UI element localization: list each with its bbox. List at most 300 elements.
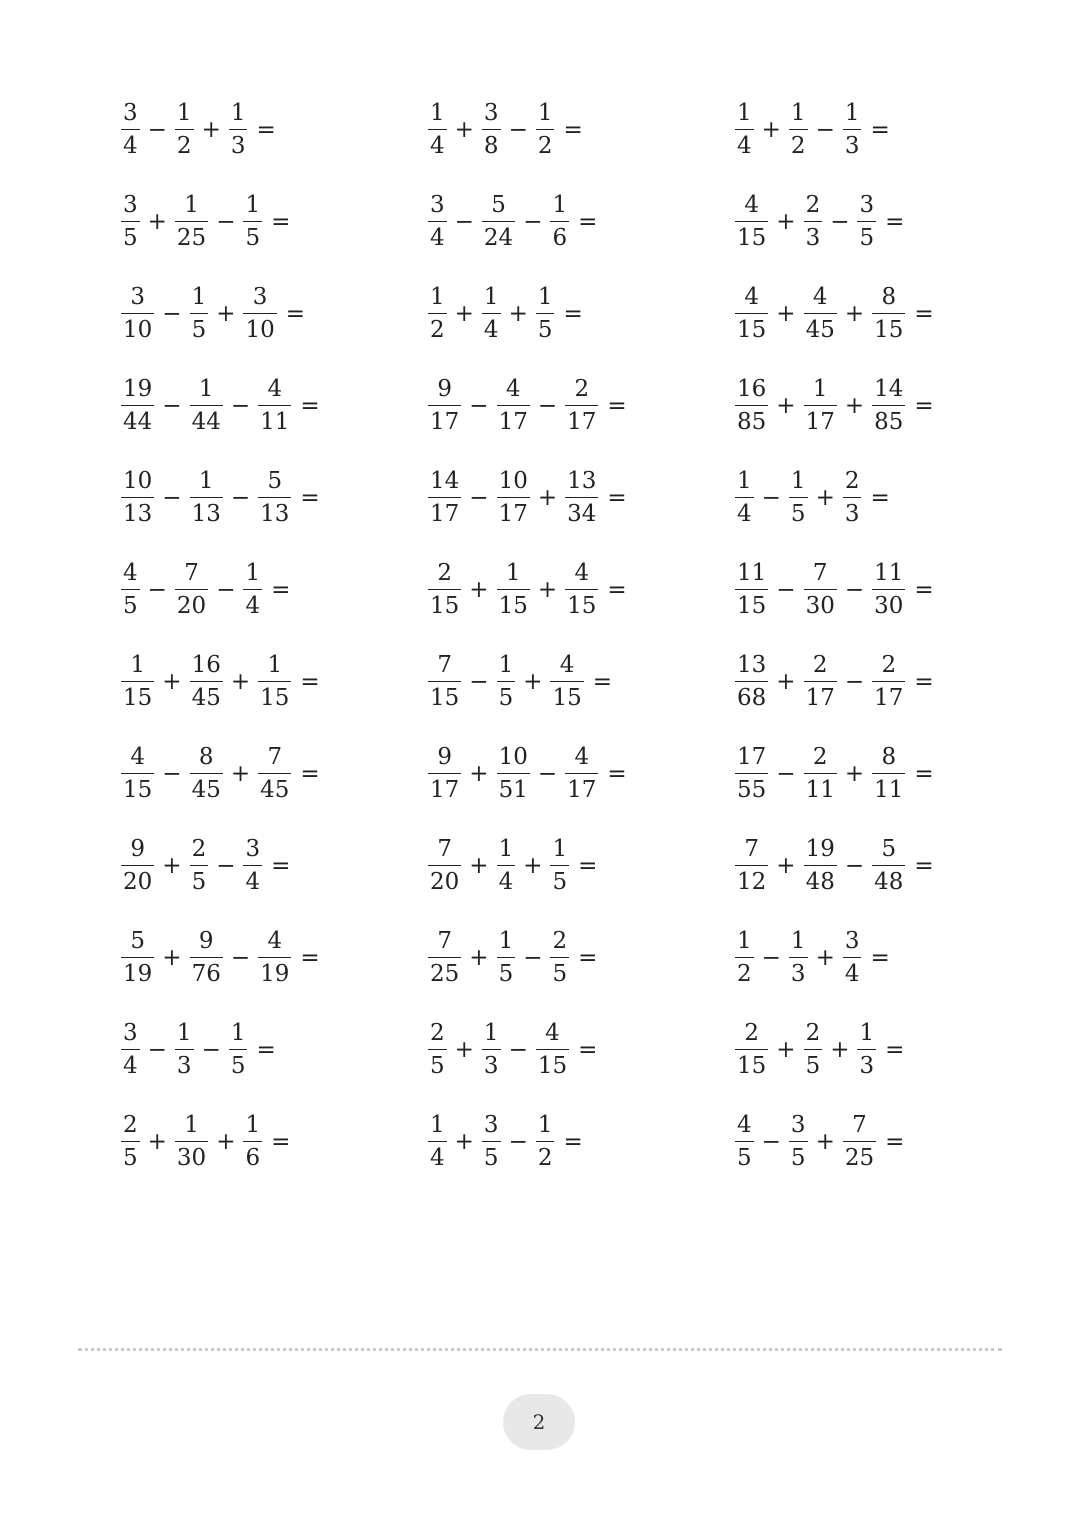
fraction <box>735 375 768 436</box>
denominator: 15 <box>874 317 904 344</box>
footer-divider <box>78 1348 1002 1351</box>
numerator: 2 <box>123 1111 138 1138</box>
denominator: 15 <box>498 593 528 620</box>
denominator: 45 <box>191 685 221 712</box>
fraction <box>121 1019 140 1080</box>
denominator: 20 <box>176 593 207 620</box>
fraction <box>789 1111 808 1172</box>
denominator: 13 <box>191 501 221 528</box>
denominator: 5 <box>191 869 207 896</box>
numerator: 5 <box>491 191 506 218</box>
denominator: 44 <box>123 409 153 436</box>
fraction <box>804 743 837 804</box>
minus-operator: − <box>162 393 182 419</box>
plus-operator: + <box>776 393 796 419</box>
plus-operator: + <box>844 393 865 419</box>
problem <box>120 280 427 348</box>
numerator: 7 <box>437 927 452 954</box>
fraction <box>550 191 569 252</box>
denominator: 17 <box>805 685 835 712</box>
problem <box>734 1108 1041 1176</box>
fraction <box>536 1019 569 1080</box>
denominator: 4 <box>498 869 514 896</box>
denominator: 5 <box>245 225 261 252</box>
denominator: 10 <box>245 317 275 344</box>
fraction <box>121 651 154 712</box>
denominator: 19 <box>260 961 290 988</box>
denominator: 68 <box>737 685 767 712</box>
fraction <box>482 1019 501 1080</box>
numerator: 8 <box>198 743 214 770</box>
fraction <box>565 743 598 804</box>
problem <box>734 648 1041 716</box>
denominator: 20 <box>123 869 153 896</box>
equals-sign: = <box>256 117 276 143</box>
fraction <box>258 651 291 712</box>
denominator: 45 <box>805 317 835 344</box>
problem <box>427 1016 734 1084</box>
numerator: 4 <box>574 743 590 770</box>
problem <box>427 280 734 348</box>
minus-operator: − <box>844 853 865 879</box>
numerator: 10 <box>123 467 153 494</box>
numerator: 3 <box>483 99 499 126</box>
minus-operator: − <box>761 485 781 511</box>
denominator: 15 <box>737 225 767 252</box>
plus-operator: + <box>469 945 489 971</box>
denominator: 3 <box>805 225 821 252</box>
problem <box>427 372 734 440</box>
minus-operator: − <box>523 945 543 971</box>
numerator: 2 <box>812 651 828 678</box>
fraction <box>735 1111 754 1172</box>
fraction <box>428 835 461 896</box>
denominator: 5 <box>430 1053 445 1080</box>
denominator: 17 <box>498 409 528 436</box>
denominator: 76 <box>191 961 221 988</box>
numerator: 1 <box>498 835 514 862</box>
denominator: 4 <box>245 593 261 620</box>
equals-sign: = <box>914 853 934 879</box>
page-number: 2 <box>532 1410 546 1434</box>
denominator: 15 <box>737 317 767 344</box>
numerator: 1 <box>790 467 806 494</box>
numerator: 7 <box>852 1111 867 1138</box>
plus-operator: + <box>469 577 489 603</box>
denominator: 45 <box>260 777 290 804</box>
fraction <box>258 743 291 804</box>
denominator: 5 <box>737 1145 752 1172</box>
numerator: 4 <box>812 283 828 310</box>
numerator: 1 <box>537 283 553 310</box>
numerator: 1 <box>737 927 752 954</box>
equals-sign: = <box>563 301 583 327</box>
fraction <box>804 375 837 436</box>
equals-sign: = <box>578 853 598 879</box>
equals-sign: = <box>607 761 627 787</box>
numerator: 9 <box>198 927 214 954</box>
numerator: 11 <box>874 559 904 586</box>
fraction <box>804 283 837 344</box>
numerator: 14 <box>874 375 904 402</box>
denominator: 4 <box>430 1145 445 1172</box>
denominator: 17 <box>430 777 460 804</box>
numerator: 7 <box>267 743 283 770</box>
equals-sign: = <box>563 117 583 143</box>
plus-operator: + <box>162 669 182 695</box>
problem <box>427 96 734 164</box>
fraction <box>428 99 447 160</box>
numerator: 7 <box>744 835 759 862</box>
fraction <box>497 467 530 528</box>
plus-operator: + <box>776 209 796 235</box>
problem <box>734 464 1041 532</box>
equals-sign: = <box>271 577 291 603</box>
plus-operator: + <box>147 1129 167 1155</box>
numerator: 1 <box>537 99 553 126</box>
problem <box>120 1108 427 1176</box>
fraction <box>121 1111 140 1172</box>
fraction <box>497 375 530 436</box>
denominator: 10 <box>123 317 153 344</box>
numerator: 19 <box>123 375 153 402</box>
minus-operator: − <box>454 209 474 235</box>
numerator: 1 <box>430 283 445 310</box>
denominator: 12 <box>737 869 767 896</box>
fraction <box>804 559 837 620</box>
numerator: 1 <box>430 1111 445 1138</box>
fraction <box>497 835 516 896</box>
numerator: 1 <box>184 191 199 218</box>
fraction <box>121 927 154 988</box>
numerator: 4 <box>130 743 145 770</box>
denominator: 20 <box>430 869 460 896</box>
numerator: 13 <box>567 467 597 494</box>
denominator: 2 <box>790 133 806 160</box>
problem <box>120 464 427 532</box>
fraction <box>735 559 768 620</box>
fraction <box>121 559 140 620</box>
denominator: 15 <box>737 593 767 620</box>
numerator: 2 <box>805 1019 821 1046</box>
fraction <box>872 283 905 344</box>
minus-operator: − <box>844 577 865 603</box>
numerator: 1 <box>245 559 261 586</box>
numerator: 7 <box>437 835 452 862</box>
fraction <box>258 467 291 528</box>
minus-operator: − <box>508 1037 528 1063</box>
fraction <box>428 191 447 252</box>
denominator: 5 <box>123 593 138 620</box>
minus-operator: − <box>761 945 781 971</box>
fraction <box>843 1111 876 1172</box>
fraction <box>497 927 516 988</box>
numerator: 16 <box>737 375 767 402</box>
numerator: 2 <box>812 743 828 770</box>
minus-operator: − <box>216 577 236 603</box>
minus-operator: − <box>162 301 182 327</box>
denominator: 85 <box>874 409 904 436</box>
fraction <box>804 835 837 896</box>
numerator: 1 <box>245 1111 261 1138</box>
fraction <box>843 927 862 988</box>
plus-operator: + <box>776 301 796 327</box>
numerator: 1 <box>230 1019 246 1046</box>
problem <box>734 96 1041 164</box>
plus-operator: + <box>454 117 474 143</box>
problem <box>427 648 734 716</box>
numerator: 3 <box>130 283 145 310</box>
numerator: 1 <box>230 99 246 126</box>
denominator: 11 <box>805 777 835 804</box>
numerator: 2 <box>437 559 452 586</box>
numerator: 1 <box>552 835 568 862</box>
plus-operator: + <box>147 209 167 235</box>
plus-operator: + <box>830 1037 850 1063</box>
denominator: 5 <box>790 501 806 528</box>
denominator: 2 <box>176 133 192 160</box>
denominator: 13 <box>123 501 153 528</box>
fraction <box>121 191 140 252</box>
denominator: 4 <box>483 317 499 344</box>
minus-operator: − <box>537 393 558 419</box>
equals-sign: = <box>885 1037 905 1063</box>
plus-operator: + <box>469 853 489 879</box>
numerator: 1 <box>844 99 860 126</box>
problem <box>120 96 427 164</box>
fraction <box>121 743 154 804</box>
plus-operator: + <box>815 1129 835 1155</box>
numerator: 1 <box>737 467 752 494</box>
problem <box>120 188 427 256</box>
numerator: 8 <box>881 283 897 310</box>
numerator: 1 <box>537 1111 553 1138</box>
equals-sign: = <box>300 945 320 971</box>
problem <box>120 648 427 716</box>
denominator: 34 <box>567 501 597 528</box>
numerator: 9 <box>437 375 452 402</box>
plus-operator: + <box>201 117 221 143</box>
problem-grid <box>120 96 1041 1200</box>
denominator: 51 <box>498 777 528 804</box>
fraction <box>428 1019 447 1080</box>
numerator: 3 <box>859 191 875 218</box>
plus-operator: + <box>508 301 528 327</box>
denominator: 17 <box>430 409 460 436</box>
problem <box>120 740 427 808</box>
fraction <box>872 559 905 620</box>
plus-operator: + <box>469 761 489 787</box>
fraction <box>789 467 808 528</box>
numerator: 2 <box>881 651 897 678</box>
page-number-badge <box>503 1394 575 1450</box>
fraction <box>175 559 208 620</box>
fraction <box>735 1019 768 1080</box>
fraction <box>565 467 598 528</box>
plus-operator: + <box>537 577 558 603</box>
plus-operator: + <box>162 945 182 971</box>
minus-operator: − <box>147 1037 167 1063</box>
problem <box>734 924 1041 992</box>
denominator: 15 <box>123 777 153 804</box>
fraction <box>843 467 862 528</box>
denominator: 17 <box>430 501 460 528</box>
minus-operator: − <box>508 1129 528 1155</box>
numerator: 11 <box>737 559 767 586</box>
fraction <box>735 835 768 896</box>
fraction <box>497 559 530 620</box>
denominator: 5 <box>805 1053 821 1080</box>
problem <box>734 372 1041 440</box>
numerator: 9 <box>437 743 452 770</box>
denominator: 5 <box>498 961 514 988</box>
fraction <box>735 191 768 252</box>
plus-operator: + <box>815 485 835 511</box>
equals-sign: = <box>870 485 890 511</box>
numerator: 1 <box>552 191 568 218</box>
equals-sign: = <box>914 393 934 419</box>
numerator: 2 <box>552 927 568 954</box>
fraction <box>872 835 905 896</box>
numerator: 7 <box>184 559 199 586</box>
denominator: 25 <box>176 225 207 252</box>
fraction <box>565 559 598 620</box>
numerator: 1 <box>267 651 283 678</box>
fraction <box>497 743 530 804</box>
minus-operator: − <box>216 853 236 879</box>
denominator: 3 <box>859 1053 875 1080</box>
fraction <box>735 99 754 160</box>
fraction <box>789 927 808 988</box>
denominator: 8 <box>483 133 499 160</box>
denominator: 3 <box>176 1053 192 1080</box>
numerator: 2 <box>844 467 860 494</box>
denominator: 5 <box>230 1053 246 1080</box>
denominator: 3 <box>483 1053 499 1080</box>
denominator: 44 <box>191 409 221 436</box>
numerator: 8 <box>881 743 897 770</box>
minus-operator: − <box>844 669 865 695</box>
denominator: 17 <box>874 685 904 712</box>
numerator: 7 <box>812 559 828 586</box>
fraction <box>735 283 768 344</box>
equals-sign: = <box>300 761 320 787</box>
numerator: 17 <box>737 743 767 770</box>
plus-operator: + <box>844 761 865 787</box>
numerator: 7 <box>437 651 452 678</box>
equals-sign: = <box>607 577 627 603</box>
numerator: 1 <box>176 1019 192 1046</box>
equals-sign: = <box>271 209 291 235</box>
numerator: 1 <box>176 99 192 126</box>
plus-operator: + <box>761 117 781 143</box>
numerator: 3 <box>430 191 445 218</box>
fraction <box>482 99 501 160</box>
denominator: 30 <box>805 593 835 620</box>
problem <box>427 832 734 900</box>
problem <box>734 740 1041 808</box>
numerator: 1 <box>483 283 499 310</box>
minus-operator: − <box>201 1037 221 1063</box>
numerator: 4 <box>123 559 138 586</box>
denominator: 5 <box>123 225 138 252</box>
fraction <box>735 927 754 988</box>
denominator: 25 <box>844 1145 875 1172</box>
fraction <box>872 743 905 804</box>
denominator: 5 <box>483 1145 499 1172</box>
numerator: 2 <box>744 1019 759 1046</box>
numerator: 1 <box>184 1111 199 1138</box>
numerator: 3 <box>245 835 261 862</box>
fraction <box>428 1111 447 1172</box>
minus-operator: − <box>776 761 796 787</box>
equals-sign: = <box>870 945 890 971</box>
denominator: 5 <box>859 225 875 252</box>
equals-sign: = <box>300 393 320 419</box>
denominator: 30 <box>176 1145 207 1172</box>
denominator: 15 <box>430 593 460 620</box>
fraction <box>428 559 461 620</box>
minus-operator: − <box>230 485 251 511</box>
fraction <box>428 743 461 804</box>
problem <box>120 556 427 624</box>
fraction <box>482 191 515 252</box>
numerator: 1 <box>498 927 514 954</box>
denominator: 5 <box>537 317 553 344</box>
numerator: 3 <box>790 1111 806 1138</box>
equals-sign: = <box>607 485 627 511</box>
fraction <box>550 835 569 896</box>
numerator: 4 <box>744 283 759 310</box>
denominator: 17 <box>567 409 597 436</box>
numerator: 4 <box>267 927 283 954</box>
plus-operator: + <box>776 1037 796 1063</box>
fraction <box>565 375 598 436</box>
denominator: 15 <box>123 685 153 712</box>
numerator: 1 <box>198 375 214 402</box>
minus-operator: − <box>162 761 182 787</box>
numerator: 1 <box>812 375 828 402</box>
plus-operator: + <box>216 301 236 327</box>
problem <box>734 832 1041 900</box>
denominator: 15 <box>567 593 597 620</box>
plus-operator: + <box>523 669 543 695</box>
equals-sign: = <box>300 485 320 511</box>
problem <box>120 924 427 992</box>
fraction <box>872 375 905 436</box>
minus-operator: − <box>147 117 167 143</box>
equals-sign: = <box>914 669 934 695</box>
denominator: 15 <box>737 1053 767 1080</box>
denominator: 3 <box>790 961 806 988</box>
plus-operator: + <box>537 485 558 511</box>
numerator: 4 <box>574 559 590 586</box>
denominator: 5 <box>790 1145 806 1172</box>
fraction <box>121 835 154 896</box>
plus-operator: + <box>454 1129 474 1155</box>
denominator: 15 <box>260 685 290 712</box>
plus-operator: + <box>776 669 796 695</box>
equals-sign: = <box>271 1129 291 1155</box>
plus-operator: + <box>523 853 543 879</box>
problem <box>734 556 1041 624</box>
fraction <box>428 375 461 436</box>
fraction <box>190 651 223 712</box>
plus-operator: + <box>454 1037 474 1063</box>
numerator: 1 <box>498 651 514 678</box>
numerator: 1 <box>191 283 207 310</box>
denominator: 2 <box>537 1145 553 1172</box>
